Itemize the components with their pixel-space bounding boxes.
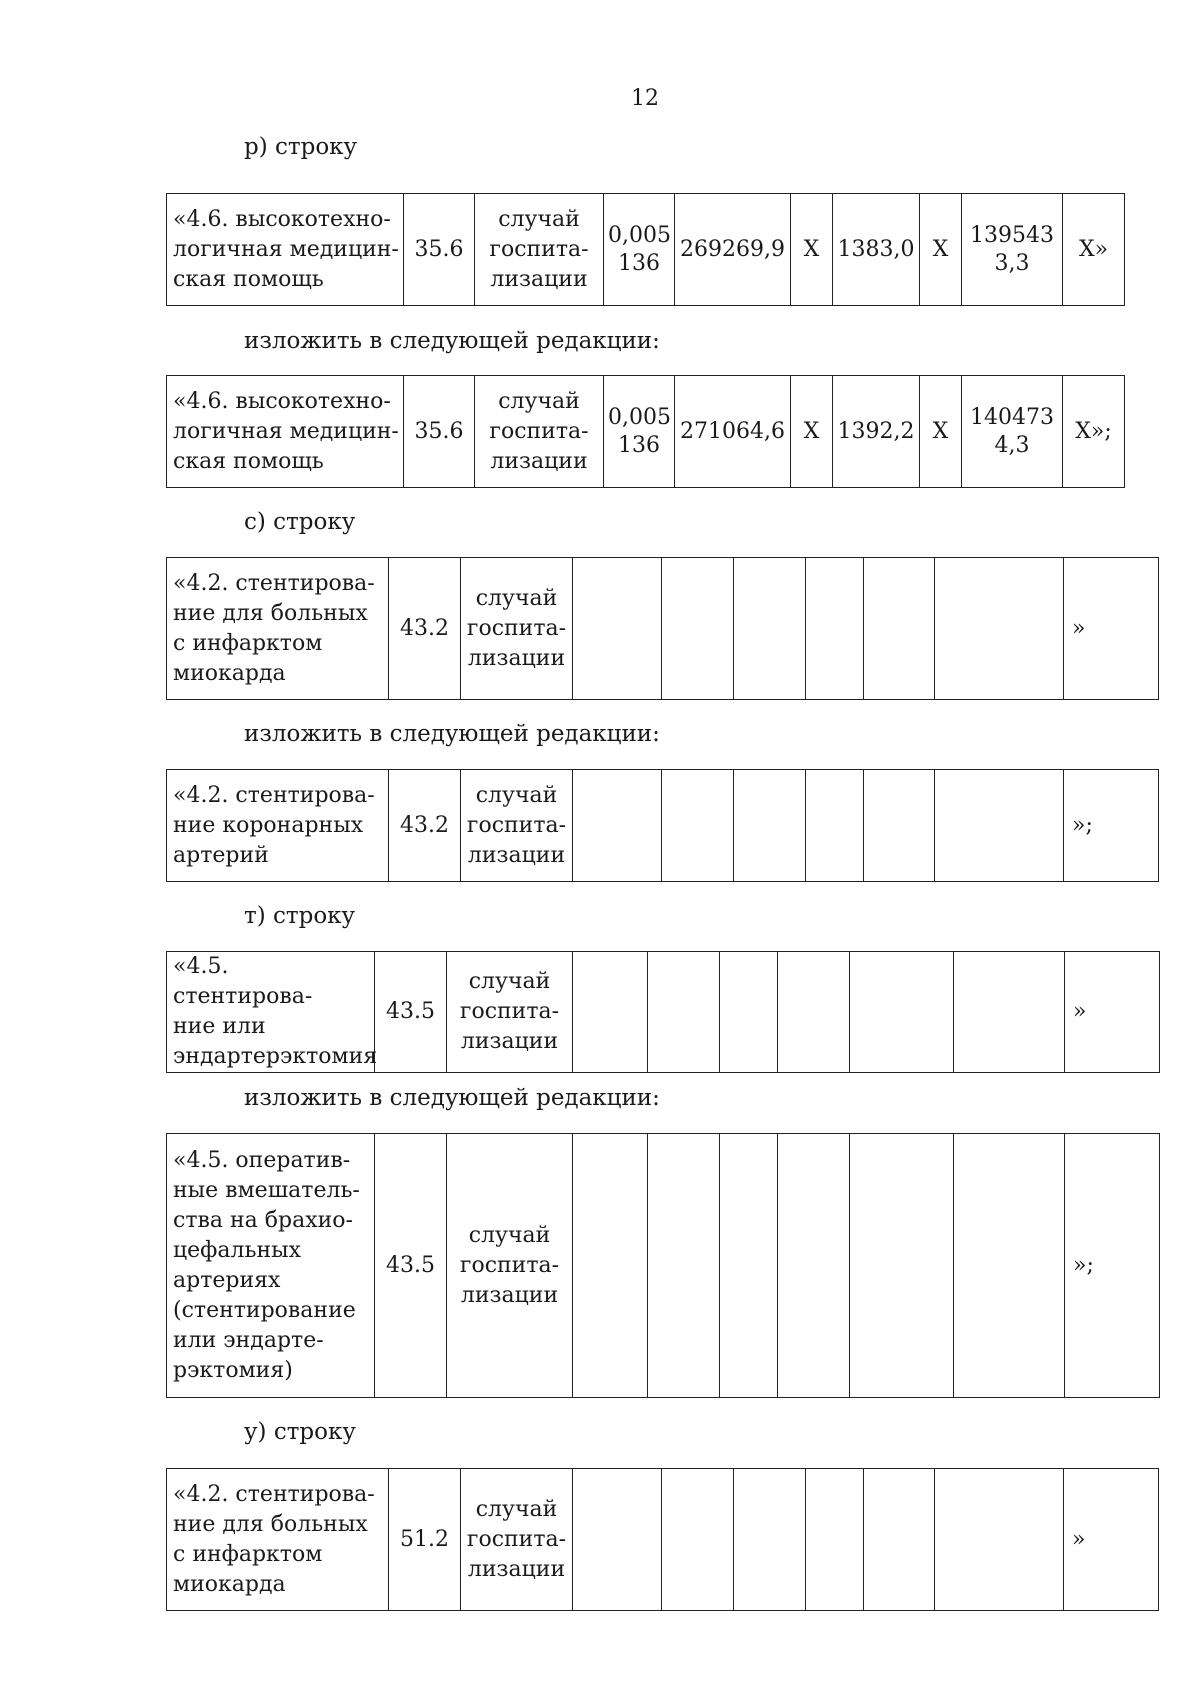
row-cost-cell: 271064,6 — [675, 376, 791, 488]
empty-cell — [806, 1469, 864, 1611]
row-unit-cell: случай госпита- лизации — [461, 558, 573, 700]
row-name-cell: «4.6. высокотехно- логичная медицин- ская помощь — [167, 376, 404, 488]
empty-cell — [778, 1134, 850, 1398]
intro-t: т) строку — [244, 903, 356, 929]
empty-cell — [734, 558, 806, 700]
row-cost-cell: 269269,9 — [675, 194, 791, 306]
row-name-cell: «4.5. стентирова- ние или эндартерэктомия — [167, 952, 375, 1073]
empty-cell — [734, 1469, 806, 1611]
row-name-cell: «4.6. высокотехно- логичная медицин- ская помощь — [167, 194, 404, 306]
empty-cell — [573, 558, 662, 700]
table-s-old — [166, 557, 1159, 700]
table-r-new — [166, 375, 1125, 488]
row-code-cell: 35.6 — [404, 376, 475, 488]
row-end-cell: Х» — [1063, 194, 1125, 306]
row-code-cell: 43.5 — [375, 952, 447, 1073]
empty-cell — [573, 952, 648, 1073]
empty-cell — [720, 1134, 778, 1398]
empty-cell — [954, 952, 1065, 1073]
row-unit-cell: случай госпита- лизации — [447, 952, 573, 1073]
empty-cell — [734, 770, 806, 882]
row-x-cell: Х — [920, 194, 962, 306]
row-unit-cell: случай госпита- лизации — [461, 770, 573, 882]
table-row — [167, 194, 1125, 306]
row-name-cell: «4.2. стентирова- ние для больных с инфарктом миокарда — [167, 558, 389, 700]
row-name-cell: «4.2. стентирова- ние коронарных артерий — [167, 770, 389, 882]
empty-cell — [648, 1134, 720, 1398]
row-end-cell: »; — [1065, 1134, 1160, 1398]
row-name-cell: «4.5. оператив- ные вмешатель- ства на брахио- цефальных артериях (стентирование или эндарте- рэктомия) — [167, 1134, 375, 1398]
empty-cell — [935, 1469, 1064, 1611]
row-code-cell: 35.6 — [404, 194, 475, 306]
table-t-old — [166, 951, 1160, 1073]
empty-cell — [850, 1134, 954, 1398]
table-row — [167, 1134, 1160, 1398]
empty-cell — [806, 558, 864, 700]
empty-cell — [778, 952, 850, 1073]
row-unit-cell: случай госпита- лизации — [447, 1134, 573, 1398]
empty-cell — [864, 558, 935, 700]
row-end-cell: » — [1064, 1469, 1159, 1611]
table-row — [167, 952, 1160, 1073]
row-total-cell: 140473 4,3 — [962, 376, 1063, 488]
row-unit-cell: случай госпита- лизации — [461, 1469, 573, 1611]
redaction-t: изложить в следующей редакции: — [244, 1085, 660, 1111]
empty-cell — [662, 558, 734, 700]
row-end-cell: » — [1064, 558, 1159, 700]
row-name-cell: «4.2. стентирова- ние для больных с инфарктом миокарда — [167, 1469, 389, 1611]
redaction-s: изложить в следующей редакции: — [244, 721, 660, 747]
empty-cell — [935, 558, 1064, 700]
row-total-cell: 139543 3,3 — [962, 194, 1063, 306]
row-end-cell: » — [1065, 952, 1160, 1073]
empty-cell — [935, 770, 1064, 882]
empty-cell — [954, 1134, 1065, 1398]
empty-cell — [806, 770, 864, 882]
row-x-cell: Х — [920, 376, 962, 488]
table-t-new — [166, 1133, 1160, 1398]
table-row — [167, 376, 1125, 488]
empty-cell — [864, 770, 935, 882]
empty-cell — [648, 952, 720, 1073]
redaction-r: изложить в следующей редакции: — [244, 328, 660, 354]
row-unit-cell: случай госпита- лизации — [475, 194, 604, 306]
row-norm-cell: 0,005 136 — [604, 376, 675, 488]
row-code-cell: 43.5 — [375, 1134, 447, 1398]
empty-cell — [662, 770, 734, 882]
row-unit-cell: случай госпита- лизации — [475, 376, 604, 488]
table-r-old — [166, 193, 1125, 306]
empty-cell — [662, 1469, 734, 1611]
row-value-cell: 1392,2 — [833, 376, 920, 488]
row-code-cell: 43.2 — [389, 770, 461, 882]
row-end-cell: Х»; — [1063, 376, 1125, 488]
row-x-cell: Х — [791, 376, 833, 488]
row-code-cell: 43.2 — [389, 558, 461, 700]
row-norm-cell: 0,005 136 — [604, 194, 675, 306]
row-x-cell: Х — [791, 194, 833, 306]
empty-cell — [573, 770, 662, 882]
row-end-cell: »; — [1064, 770, 1159, 882]
intro-u: у) строку — [244, 1419, 356, 1445]
table-s-new — [166, 769, 1159, 882]
intro-r: р) строку — [244, 134, 358, 160]
empty-cell — [864, 1469, 935, 1611]
table-row — [167, 1469, 1159, 1611]
table-u-old — [166, 1468, 1159, 1611]
empty-cell — [573, 1469, 662, 1611]
intro-s: с) строку — [244, 509, 356, 535]
row-value-cell: 1383,0 — [833, 194, 920, 306]
empty-cell — [573, 1134, 648, 1398]
table-row — [167, 770, 1159, 882]
page-number: 12 — [631, 86, 659, 111]
empty-cell — [850, 952, 954, 1073]
empty-cell — [720, 952, 778, 1073]
table-row — [167, 558, 1159, 700]
row-code-cell: 51.2 — [389, 1469, 461, 1611]
